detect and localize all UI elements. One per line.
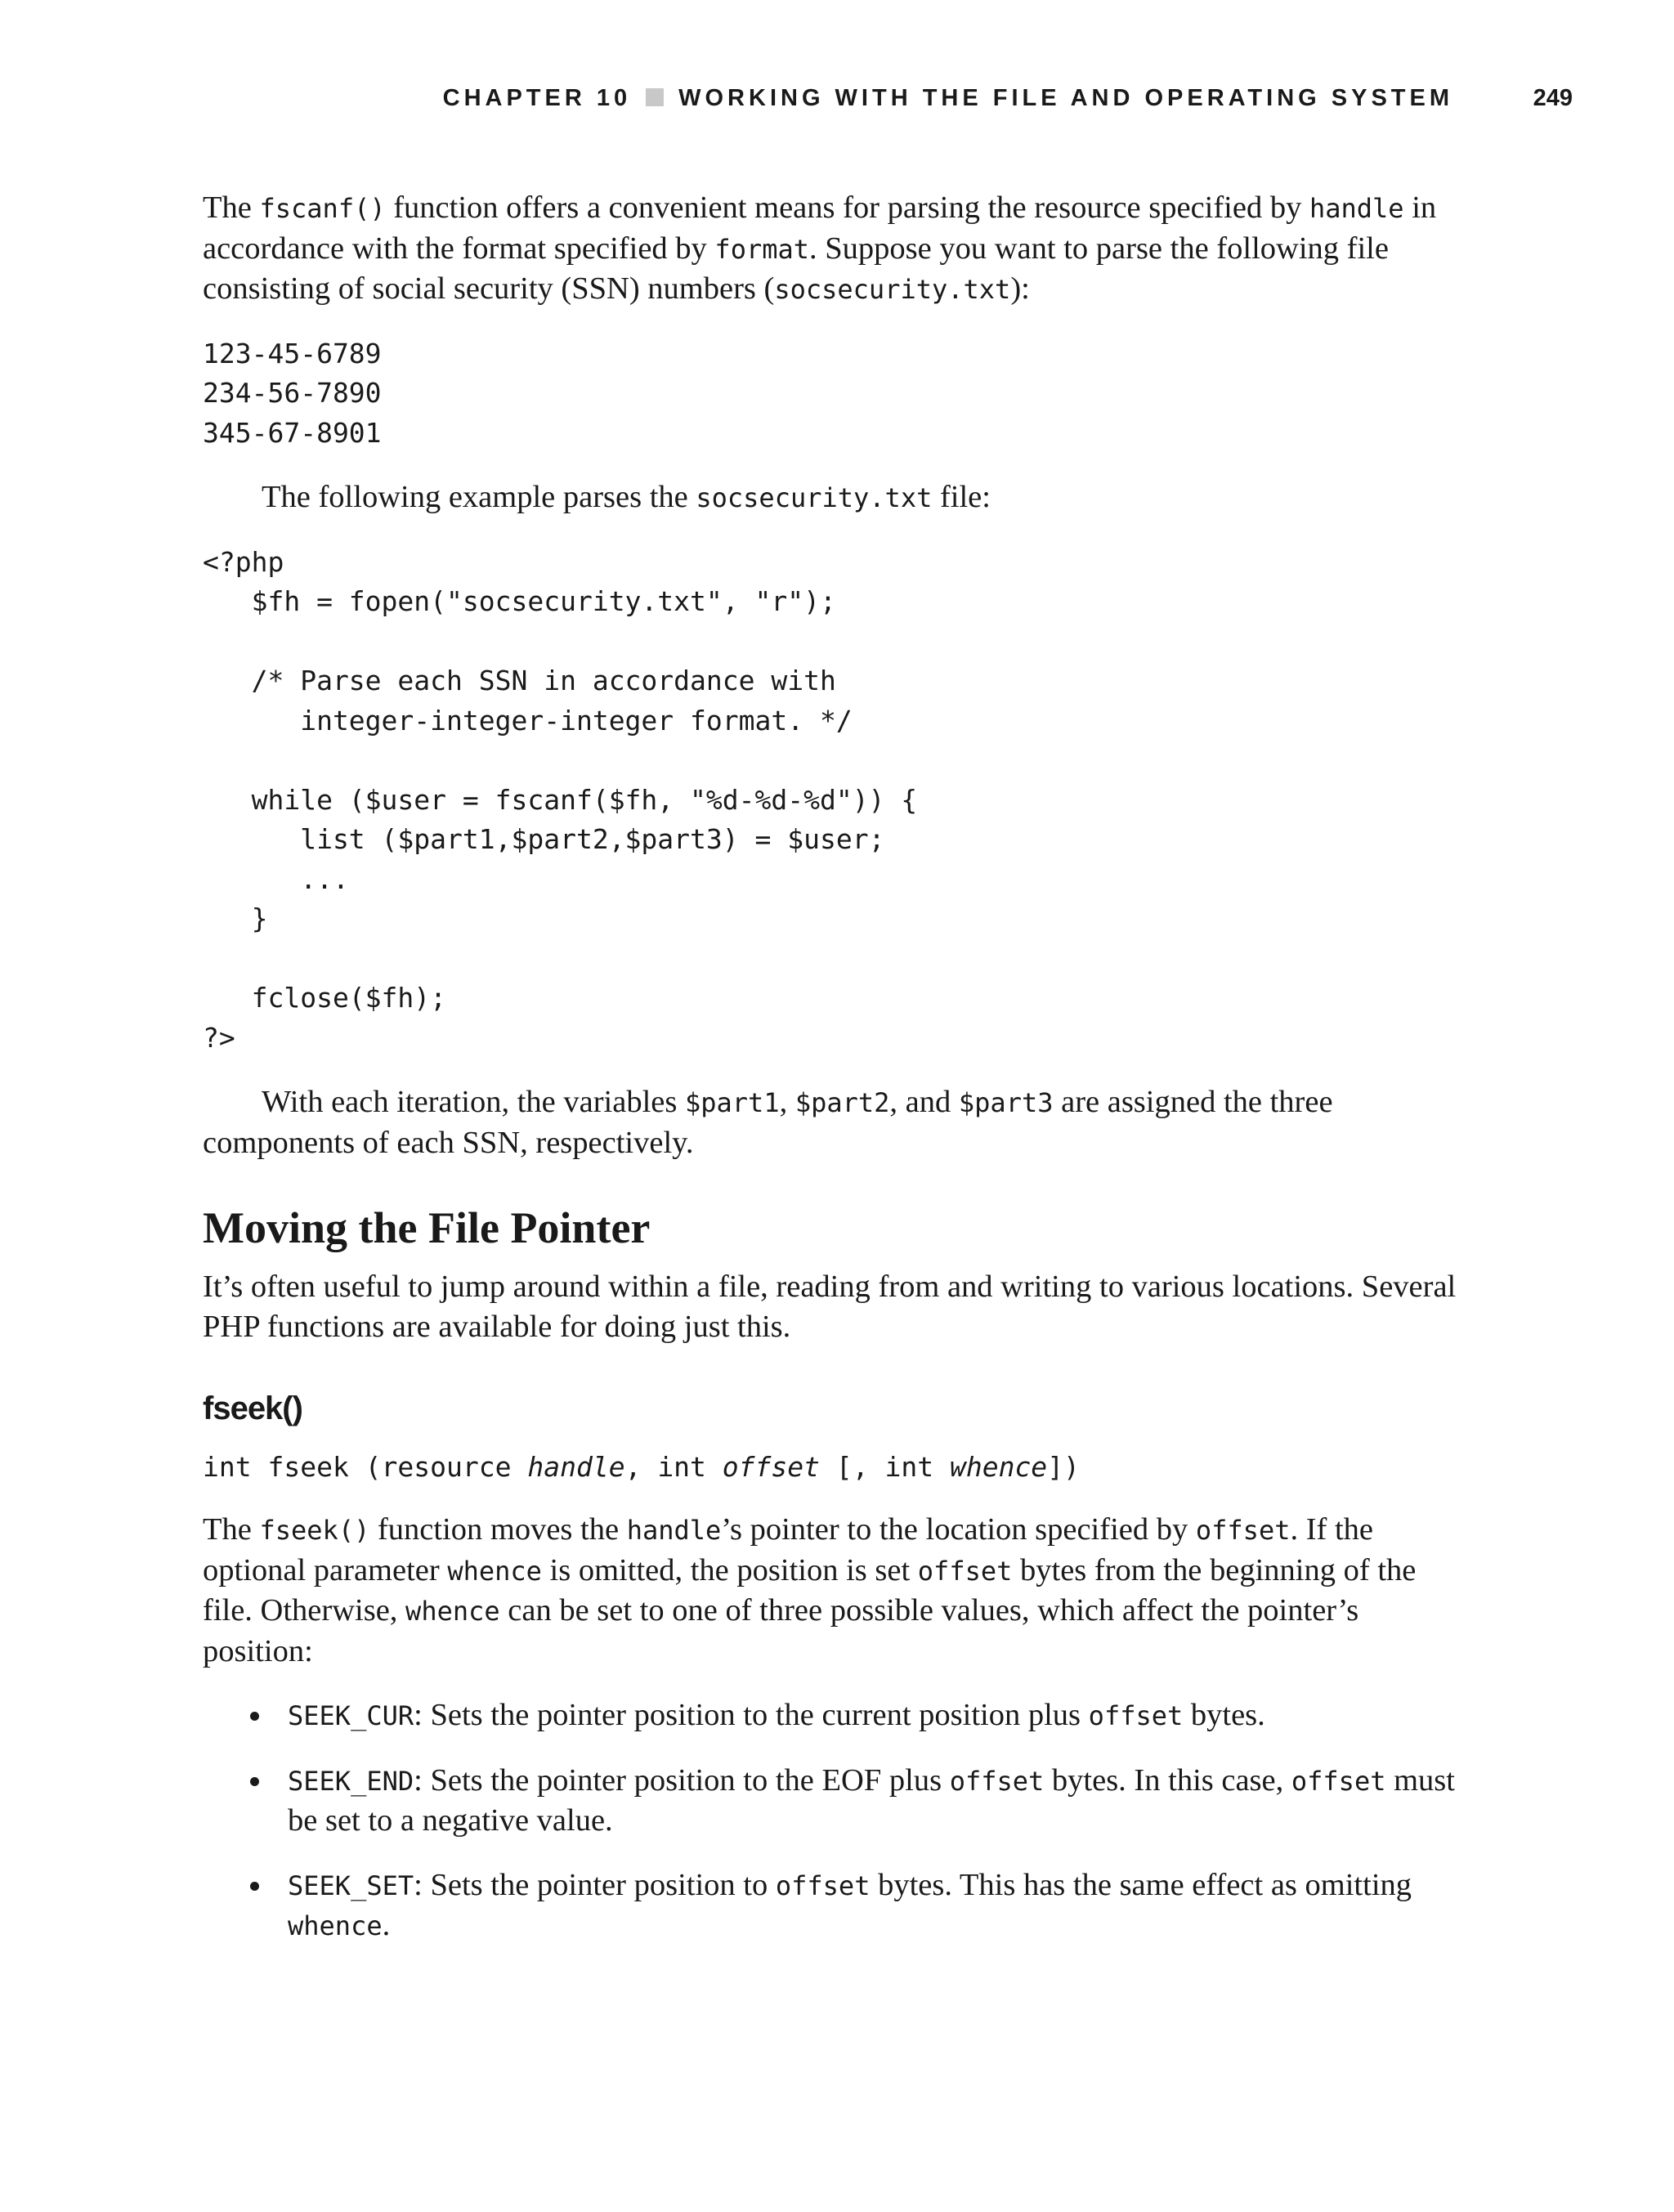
- iteration-paragraph: [203, 1082, 1457, 1162]
- fseek-description: [203, 1510, 1457, 1671]
- bullet-icon: [250, 1777, 259, 1786]
- text-run: The following example parses the: [262, 480, 696, 514]
- inline-code: handle: [1309, 193, 1404, 224]
- inline-code: $part2: [794, 1087, 890, 1118]
- whence-options-list: [203, 1695, 1457, 1946]
- text-run: can be set to one of three possible values, which affect the pointer’s position:: [203, 1593, 1359, 1668]
- inline-code: fscanf(): [259, 193, 386, 224]
- section-title: Moving the File Pointer: [203, 1203, 651, 1252]
- text-run: bytes from the beginning of the file. Otherwise,: [203, 1552, 1417, 1628]
- text-run: ,: [779, 1085, 795, 1119]
- signature-text: , int: [624, 1451, 723, 1483]
- signature-text: [, int: [820, 1451, 950, 1483]
- intro-paragraph: [203, 188, 1457, 310]
- fseek-heading: fseek(): [203, 1390, 302, 1426]
- text-run: is omitted, the position is set: [541, 1552, 918, 1587]
- inline-code: SEEK_SET: [288, 1869, 414, 1901]
- signature-param: handle: [527, 1451, 625, 1483]
- inline-code: socsecurity.txt: [696, 482, 933, 513]
- text-run: must be set to a negative value.: [288, 1762, 1455, 1838]
- example-intro-paragraph: [203, 477, 1457, 518]
- text-run: ’s pointer to the location specified by: [721, 1512, 1196, 1547]
- chapter-title: WORKING WITH THE FILE AND OPERATING SYSTEM: [678, 85, 1453, 111]
- inline-code: offset: [1088, 1700, 1184, 1731]
- bullet-icon: [250, 1712, 259, 1721]
- text-run: : Sets the pointer position to: [414, 1867, 776, 1902]
- ssn-listing: 123-45-6789 234-56-7890 345-67-8901: [203, 337, 382, 449]
- inline-code: whence: [405, 1596, 500, 1627]
- list-item: [250, 1865, 1457, 1946]
- text-run: function moves the: [369, 1512, 627, 1547]
- text-run: function offers a convenient means for parsing the resource specified by: [385, 190, 1309, 225]
- section-paragraph: It’s often useful to jump around within a file, reading from and writing to various locations. Several PHP functions are available for doing just this.: [203, 1269, 1457, 1344]
- separator-square-icon: [646, 88, 664, 106]
- inline-code: format: [714, 233, 810, 265]
- inline-code: handle: [626, 1515, 722, 1546]
- signature-text: ]): [1047, 1451, 1080, 1483]
- text-run: , and: [889, 1085, 959, 1119]
- fseek-signature: [203, 1448, 1457, 1487]
- inline-code: whence: [447, 1555, 542, 1587]
- php-code-listing: <?php $fh = fopen("socsecurity.txt", "r"); /* Parse each SSN in accordance with integer-integer-integer format. */ while ($user = fscanf($fh, "%d-%d-%d")) { list ($part1,$part2,$part3) = $user; ... } fclose($fh); ?>: [203, 545, 918, 1054]
- text-run: : Sets the pointer position to the EOF plus: [414, 1762, 950, 1798]
- inline-code: offset: [917, 1555, 1013, 1587]
- text-run: The: [203, 190, 260, 225]
- inline-code: SEEK_END: [288, 1765, 414, 1797]
- page-number: 249: [1533, 85, 1573, 111]
- text-run: : Sets the pointer position to the current position plus: [414, 1698, 1089, 1732]
- running-head: [0, 80, 1674, 116]
- inline-code: offset: [949, 1765, 1045, 1797]
- list-item: [250, 1761, 1457, 1841]
- inline-code: offset: [775, 1869, 871, 1901]
- chapter-label: CHAPTER 10: [442, 85, 632, 111]
- inline-code: offset: [1291, 1765, 1386, 1797]
- inline-code: whence: [288, 1910, 383, 1941]
- text-run: ):: [1010, 271, 1030, 306]
- inline-code: fseek(): [259, 1515, 370, 1546]
- text-run: . Suppose you want to parse the following file consisting of social security (SSN) numbers (: [203, 231, 1389, 306]
- text-run: bytes. This has the same effect as omitting: [870, 1867, 1412, 1902]
- text-run: . If the optional parameter: [203, 1512, 1374, 1587]
- text-run: .: [382, 1908, 391, 1942]
- text-run: file:: [932, 480, 991, 514]
- text-run: With each iteration, the variables: [262, 1085, 685, 1119]
- text-run: are assigned the three components of each SSN, respectively.: [203, 1085, 1333, 1160]
- text-run: bytes.: [1183, 1698, 1265, 1732]
- inline-code: $part3: [958, 1087, 1054, 1118]
- inline-code: SEEK_CUR: [288, 1700, 414, 1731]
- signature-param: offset: [722, 1451, 821, 1483]
- running-head-title: [443, 85, 1453, 112]
- signature-param: whence: [949, 1451, 1048, 1483]
- page-body: [203, 188, 1457, 1971]
- inline-code: $part1: [684, 1087, 780, 1118]
- text-run: The: [203, 1512, 260, 1547]
- bullet-icon: [250, 1882, 259, 1891]
- list-item: [250, 1695, 1457, 1736]
- signature-text: int fseek (resource: [203, 1451, 528, 1483]
- inline-code: socsecurity.txt: [774, 274, 1011, 305]
- text-run: bytes. In this case,: [1044, 1762, 1291, 1798]
- inline-code: offset: [1195, 1515, 1291, 1546]
- text-run: in accordance with the format specified by: [203, 190, 1437, 266]
